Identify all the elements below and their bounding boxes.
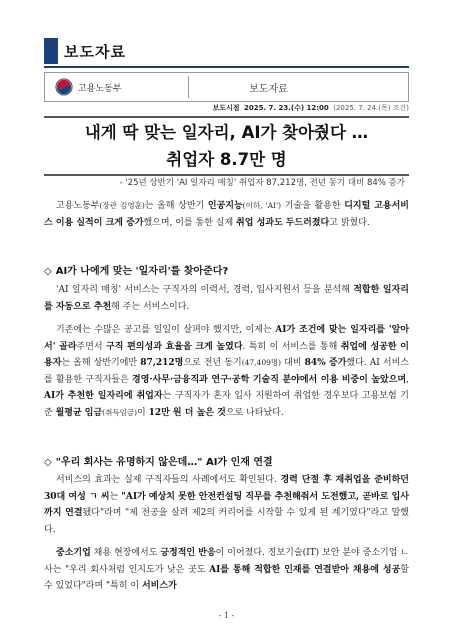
text-run: 서비스의 효과는 실제 구직자들의 사례에서도 확인된다. [56, 475, 281, 485]
text-run: 12만 원 더 높은 것 [148, 407, 226, 418]
text-run: 'AI 일자리 매칭' 서비스는 구직자의 이력서, 경력, 입사지원서 등을 분석해 [56, 285, 354, 295]
text-run: "AI가 예상치 못한 안전컨설팅 직무를 추천해줘서 도전했고, 곧바로 입사까지 연결 [44, 491, 409, 518]
section-2-title: "우리 회사는 유명하지 않은데…" AI가 인재 연결 [55, 457, 273, 468]
section-2-heading [44, 453, 273, 468]
section-1-paragraph-2 [44, 322, 409, 421]
section-2-paragraph-1 [44, 472, 409, 538]
text-run: 취업에 성공한 이용자 [44, 341, 409, 368]
text-run: 는 올해 상반기에만 [61, 358, 141, 368]
header-divider [44, 66, 409, 68]
embargo-note: (2025. 7. 24.(목) 조간) [333, 104, 409, 112]
text-run: 는 [109, 491, 122, 502]
page-number: - 1 - [218, 611, 235, 620]
text-run: 84% 증가 [304, 358, 347, 368]
headline-line-2: 취업자 8.7만 명 [166, 150, 287, 169]
header-accent-bar [44, 38, 58, 64]
text-run: 으로 나타났다. [225, 407, 284, 418]
section-1-title: AI가 나에게 맞는 '일자리'를 찾아준다? [55, 266, 229, 277]
section-2-symbol: ◇ [44, 457, 52, 468]
text-run: 됐다"라며 "제 전공을 살려 제2의 커리어를 시작할 수 있게 된 계기였다"라고 말했다. [44, 508, 409, 535]
text-run: 적합한 일자리를 자동으로 추천 [44, 285, 409, 312]
text-run: 긍정적인 반응 [160, 548, 216, 558]
text-run: 이 이어졌다. 정보기술(IT) 보안 분야 중소기업 ㄴ 사는 "우리 회사처럼 인지도가 낮은 곳도 [44, 548, 409, 575]
section-1-heading [44, 262, 228, 277]
text-run: 할 수 있었다"라며 "특히 이 [44, 564, 409, 591]
text-run: , [406, 374, 409, 385]
embargo-line [212, 103, 409, 113]
section-2-paragraph-2 [44, 545, 409, 595]
organization-name: 고용노동부 [78, 83, 122, 94]
text-run: 기술을 활용한 [281, 201, 345, 211]
text-run: 디지털 고용서비스 이용 실적이 크게 증가 [44, 201, 410, 228]
headline-box [44, 116, 409, 176]
press-release-header [44, 38, 126, 64]
text-run: (이하, 'AI') [242, 201, 282, 210]
text-run: 경력 단절 후 재취업을 준비하던 30대 여성 ㄱ 씨 [44, 475, 409, 502]
text-run: 중소기업 [56, 548, 91, 558]
text-run: 으로 전년 동기 [183, 358, 242, 368]
text-run: 주면서 [76, 341, 107, 352]
text-run: 인공지능 [207, 201, 243, 211]
section-1-paragraph-1 [44, 282, 409, 315]
text-run: 는 구직자가 혼자 입사 지원하여 취업한 경우보다 고용보험 기준 [44, 391, 409, 418]
header-label: 보도자료 [64, 42, 126, 61]
text-run: 87,212명 [140, 358, 184, 368]
text-run: 채용 현장에서도 [90, 548, 161, 558]
intro-paragraph [44, 198, 409, 231]
text-run: (장관 김영훈) [99, 201, 145, 210]
text-run: 서비스가 [141, 581, 177, 591]
text-run: . 특히 이 서비스를 통해 [242, 341, 341, 352]
embargo-datetime: 2025. 7. 23.(수) 12:00 [243, 104, 329, 112]
text-run: 고 밝혔다. [329, 217, 370, 228]
section-1-symbol: ◇ [44, 266, 52, 277]
text-run: AI가 조건에 맞는 일자리를 '알아서' 골라 [44, 325, 410, 352]
text-run: 는 올해 상반기 [144, 201, 208, 211]
text-run: (취득임금) [102, 407, 138, 417]
organization-box [44, 72, 409, 102]
text-run: 고용노동부 [56, 201, 100, 211]
text-run: 취업 성과도 두드러졌다 [236, 217, 330, 228]
headline-line-1: 내게 딱 맞는 일자리, AI가 찾아줬다 … [84, 123, 369, 142]
text-run: 월평균 임금 [55, 407, 103, 418]
document-type: 보도자료 [249, 83, 288, 95]
text-run: 구직 편의성과 효율을 크게 높였다 [106, 341, 243, 352]
text-run: 했다. AI 서비스를 활용한 구직자들은 [44, 358, 409, 385]
text-run: 경영·사무·금융직과 연구·공학 기술직 분야에서 이용 비중이 높았으며 [132, 374, 407, 385]
text-run: 했으며, 이를 통한 실제 [143, 217, 237, 228]
text-run: AI가 추천한 일자리에 취업자 [44, 391, 163, 401]
text-run: AI를 통해 적합한 인재를 연결받아 채용에 성공 [209, 564, 401, 575]
embargo-label: 보도시점 [212, 104, 240, 112]
text-run: 대비 [281, 358, 305, 368]
subheadline: - '25년 상반기 'AI 일자리 매칭' 취업자 87,212명, 전년 동기 대비 84% 증가 [119, 178, 405, 188]
text-run: 기존에는 수많은 공고를 일일이 살펴야 했지만, 이제는 [56, 325, 276, 335]
text-run: 이 [137, 407, 149, 418]
text-run: (47,409명) [241, 358, 282, 367]
ministry-logo-icon [55, 78, 73, 96]
text-run: 해 주는 서비스이다. [111, 301, 190, 312]
